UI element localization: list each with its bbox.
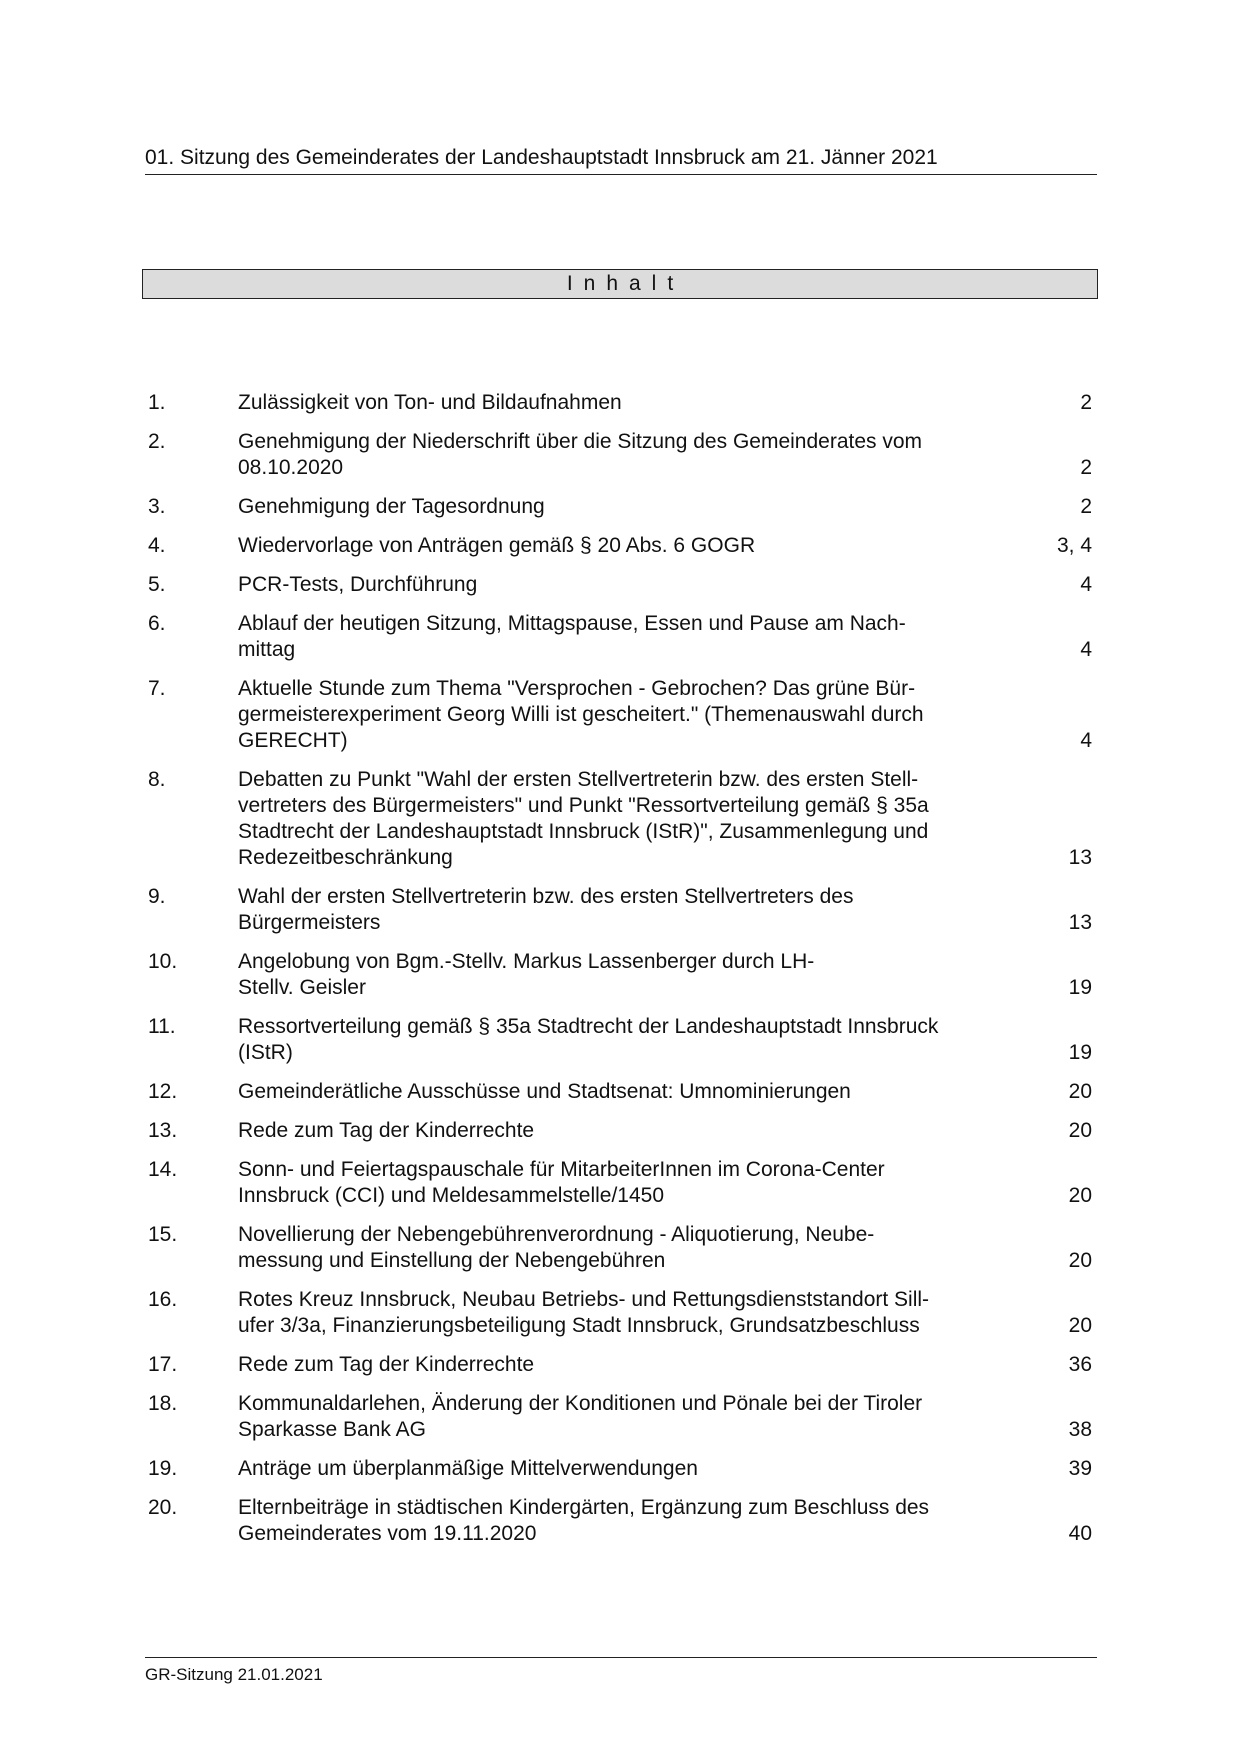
toc-entry-number: 4. [148,534,166,557]
toc-entry-title [238,1391,1008,1443]
toc-entry-title [238,884,1008,936]
page-footer: GR-Sitzung 21.01.2021 [145,1657,1097,1685]
toc-entry-page: 40 [1068,1522,1092,1545]
toc-entry-page: 4 [1080,638,1092,661]
toc-entry-page: 4 [1080,729,1092,752]
toc-entry-number: 5. [148,573,166,596]
toc-entry [148,884,1092,936]
toc-entry-title-line: Sonn- und Feiertagspauschale für MitarbeiterInnen im Corona-Center [238,1158,885,1181]
toc-entry-title [238,494,1008,520]
toc-entry-page: 20 [1068,1249,1092,1272]
toc-entry-number: 2. [148,430,166,453]
toc-entry-title [238,676,1008,754]
toc-entry-page: 36 [1068,1353,1092,1376]
toc-entry-page: 39 [1068,1457,1092,1480]
toc-entry-page: 19 [1068,976,1092,999]
toc-entry-page: 4 [1080,573,1092,596]
toc-entry-title-line: PCR-Tests, Durchführung [238,573,478,596]
section-title-inhalt: Inhalt [142,269,1098,299]
toc-entry-title [238,1352,1008,1378]
toc-entry-title-line: Redezeitbeschränkung [238,846,453,869]
toc-entry [148,767,1092,871]
toc-entry-number: 6. [148,612,166,635]
toc-entry-title-line: Ressortverteilung gemäß § 35a Stadtrecht der Landeshauptstadt Innsbruck [238,1015,939,1038]
toc-entry-page: 20 [1068,1184,1092,1207]
toc-entry-title [238,1222,1008,1274]
toc-entry-title-line: Anträge um überplanmäßige Mittelverwendungen [238,1457,698,1480]
toc-entry-title-line: messung und Einstellung der Nebengebühren [238,1249,666,1272]
toc-entry-number: 19. [148,1457,178,1480]
toc-entry [148,1456,1092,1482]
toc-entry-number: 8. [148,768,166,791]
toc-entry [148,1222,1092,1274]
table-of-contents [148,390,1092,1560]
toc-entry-title-line: Angelobung von Bgm.-Stellv. Markus Lassenberger durch LH- [238,950,815,973]
toc-entry [148,429,1092,481]
toc-entry-title-line: Debatten zu Punkt "Wahl der ersten Stellvertreterin bzw. des ersten Stell- [238,768,919,791]
toc-entry-title [238,572,1008,598]
toc-entry [148,1157,1092,1209]
toc-entry-title-line: Stadtrecht der Landeshauptstadt Innsbruck (IStR)", Zusammenlegung und [238,820,929,843]
toc-entry [148,1287,1092,1339]
toc-entry-page: 2 [1080,495,1092,518]
toc-entry-page: 3, 4 [1056,534,1092,557]
toc-entry-title [238,1079,1008,1105]
toc-entry-title [238,1495,1008,1547]
toc-entry-number: 9. [148,885,166,908]
toc-entry [148,1014,1092,1066]
toc-entry [148,572,1092,598]
toc-entry-number: 1. [148,391,166,414]
toc-entry-title-line: Sparkasse Bank AG [238,1418,426,1441]
toc-entry-page: 38 [1068,1418,1092,1441]
toc-entry-title-line: Gemeinderätliche Ausschüsse und Stadtsenat: Umnominierungen [238,1080,851,1103]
toc-entry-page: 2 [1080,391,1092,414]
toc-entry-title-line: Aktuelle Stunde zum Thema "Versprochen - Gebrochen? Das grüne Bür- [238,677,916,700]
toc-entry-title [238,533,1008,559]
toc-entry-title [238,390,1008,416]
toc-entry-title-line: Stellv. Geisler [238,976,366,999]
toc-entry-title-line: Rede zum Tag der Kinderrechte [238,1119,535,1142]
toc-entry-title-line: Wahl der ersten Stellvertreterin bzw. des ersten Stellvertreters des [238,885,854,908]
toc-entry-number: 17. [148,1353,178,1376]
toc-entry-title [238,767,1008,871]
toc-entry-number: 16. [148,1288,178,1311]
toc-entry-title [238,1118,1008,1144]
toc-entry [148,533,1092,559]
toc-entry-title-line: Rede zum Tag der Kinderrechte [238,1353,535,1376]
toc-entry-number: 11. [148,1015,176,1038]
toc-entry-title-line: mittag [238,638,296,661]
toc-entry-number: 12. [148,1080,178,1103]
toc-entry-title-line: vertreters des Bürgermeisters" und Punkt "Ressortverteilung gemäß § 35a [238,794,929,817]
toc-entry-title [238,1456,1008,1482]
toc-entry-title-line: Innsbruck (CCI) und Meldesammelstelle/1450 [238,1184,665,1207]
toc-entry-title-line: Novellierung der Nebengebührenverordnung - Aliquotierung, Neube- [238,1223,875,1246]
toc-entry-title-line: Genehmigung der Niederschrift über die Sitzung des Gemeinderates vom [238,430,923,453]
toc-entry-title-line: Ablauf der heutigen Sitzung, Mittagspause, Essen und Pause am Nach- [238,612,906,635]
toc-entry [148,1352,1092,1378]
toc-entry-title-line: Rotes Kreuz Innsbruck, Neubau Betriebs- und Rettungsdienststandort Sill- [238,1288,930,1311]
toc-entry-page: 20 [1068,1314,1092,1337]
toc-entry-title-line: germeisterexperiment Georg Willi ist gescheitert." (Themenauswahl durch [238,703,924,726]
toc-entry-number: 14. [148,1158,178,1181]
toc-entry-title-line: Bürgermeisters [238,911,381,934]
toc-entry [148,1118,1092,1144]
toc-entry [148,676,1092,754]
toc-entry-title [238,1287,1008,1339]
toc-entry-title-line: 08.10.2020 [238,456,344,479]
toc-entry [148,494,1092,520]
toc-entry-title [238,611,1008,663]
toc-entry-page: 20 [1068,1119,1092,1142]
toc-entry-title-line: Genehmigung der Tagesordnung [238,495,545,518]
toc-entry-title-line: Gemeinderates vom 19.11.2020 [238,1522,537,1545]
document-header: 01. Sitzung des Gemeinderates der Landeshauptstadt Innsbruck am 21. Jänner 2021 [145,146,1097,175]
toc-entry-title-line: ufer 3/3a, Finanzierungsbeteiligung Stadt Innsbruck, Grundsatzbeschluss [238,1314,920,1337]
toc-entry-page: 13 [1068,911,1092,934]
toc-entry [148,1391,1092,1443]
toc-entry-title [238,429,1008,481]
toc-entry-number: 18. [148,1392,178,1415]
toc-entry-number: 15. [148,1223,178,1246]
toc-entry-page: 19 [1068,1041,1092,1064]
toc-entry [148,611,1092,663]
toc-entry-title-line: (IStR) [238,1041,293,1064]
toc-entry [148,390,1092,416]
toc-entry [148,1495,1092,1547]
toc-entry-number: 10. [148,950,178,973]
toc-entry-title-line: Elternbeiträge in städtischen Kindergärten, Ergänzung zum Beschluss des [238,1496,930,1519]
toc-entry-number: 13. [148,1119,178,1142]
toc-entry-title [238,1157,1008,1209]
toc-entry-title-line: Wiedervorlage von Anträgen gemäß § 20 Abs. 6 GOGR [238,534,756,557]
toc-entry [148,949,1092,1001]
toc-entry-page: 13 [1068,846,1092,869]
toc-entry-title-line: GERECHT) [238,729,348,752]
toc-entry-title-line: Kommunaldarlehen, Änderung der Konditionen und Pönale bei der Tiroler [238,1392,923,1415]
toc-entry-title [238,1014,1008,1066]
toc-entry-number: 3. [148,495,166,518]
toc-entry-title [238,949,1008,1001]
toc-entry [148,1079,1092,1105]
toc-entry-number: 7. [148,677,166,700]
toc-entry-title-line: Zulässigkeit von Ton- und Bildaufnahmen [238,391,622,414]
toc-entry-page: 20 [1068,1080,1092,1103]
toc-entry-page: 2 [1080,456,1092,479]
toc-entry-number: 20. [148,1496,178,1519]
